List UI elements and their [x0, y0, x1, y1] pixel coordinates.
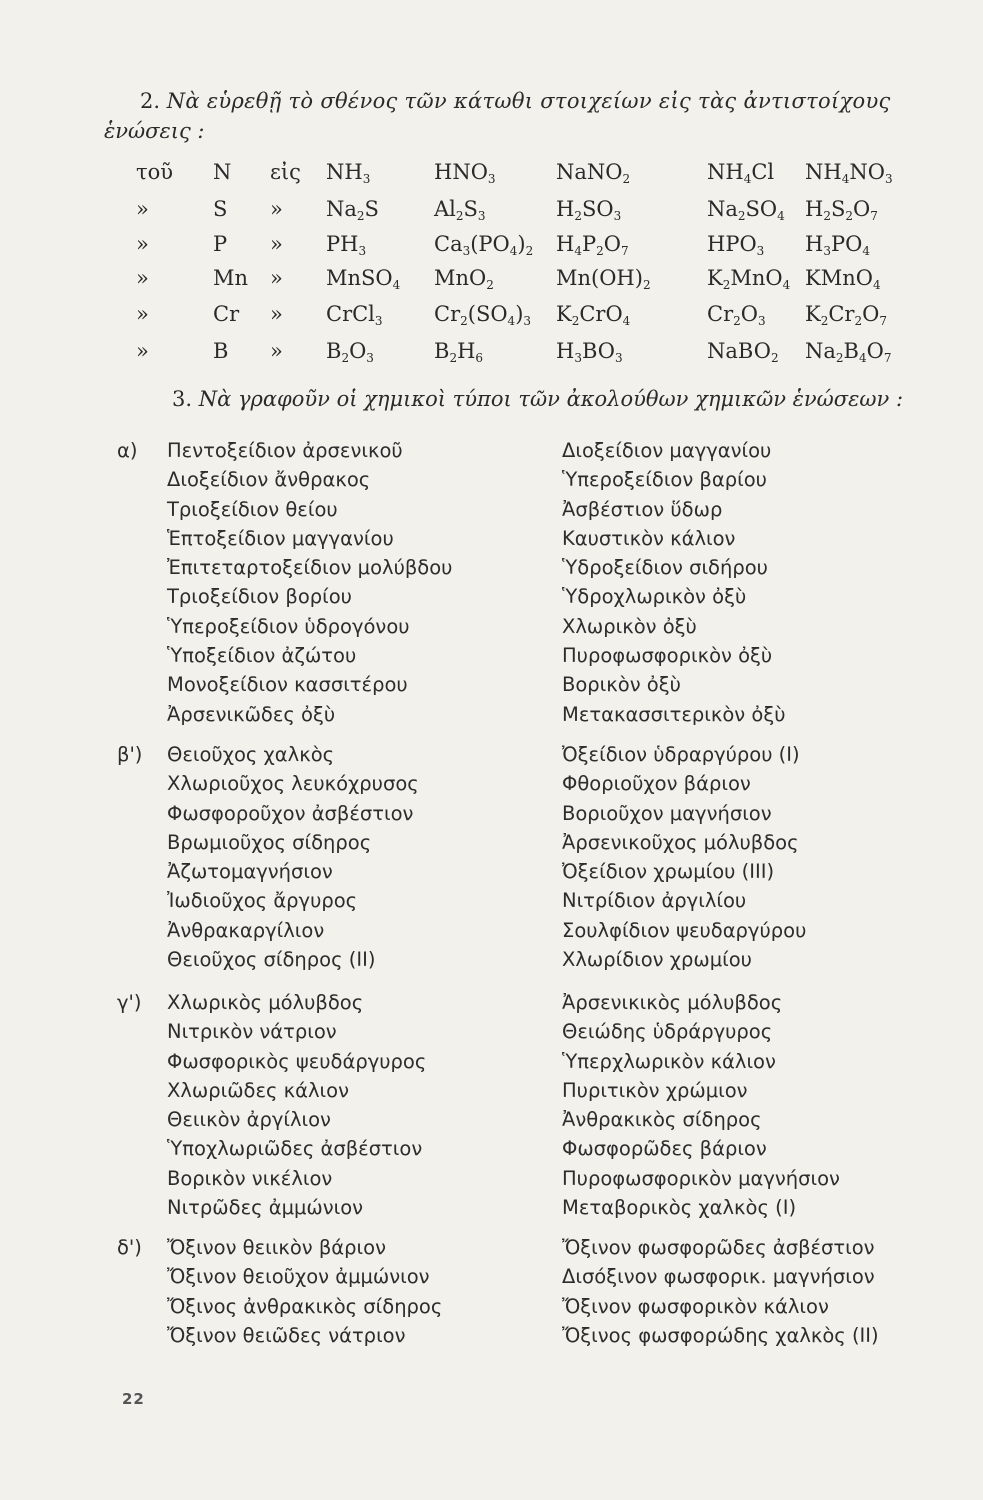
- compound-name: Χλωριῶδες κάλιον: [167, 1078, 349, 1102]
- formula-cell-c4: NaBO$_2$: [707, 339, 779, 365]
- formula-cell-c2: $Al_2S_3$: [434, 197, 486, 223]
- compound-name: Θειικὸν ἀργίλιον: [167, 1108, 331, 1132]
- compound-name: Ὀξείδιον ὑδραργύρου (Ι): [562, 743, 800, 766]
- compound-name: Ἀσβέστιον ὕδωρ: [562, 497, 723, 521]
- group-label: β'): [117, 743, 143, 766]
- formula-cell-c1: CrCl$_3$: [326, 302, 383, 328]
- formula-cell-c3: $K_2CrO_4$: [556, 302, 631, 328]
- formula-cell-c1: $PH_3$: [326, 232, 367, 258]
- compound-name: Βρωμιοῦχος σίδηρος: [167, 830, 372, 854]
- formula-row: [0, 302, 983, 336]
- formula-cell-c3: $Mn(OH)_2$: [556, 266, 651, 292]
- formula-cell-c5: $H_3PO_4$: [805, 232, 870, 258]
- formula-cell-element: S: [213, 197, 228, 221]
- compound-list-right: [562, 988, 840, 1222]
- compound-name: Ἀρσενικῶδες ὀξὺ: [167, 702, 336, 726]
- compound-name: Ὄξινον θειῶδες νάτριον: [167, 1323, 406, 1347]
- formula-cell-eis: »: [270, 232, 283, 256]
- compound-name: Ὑποχλωριῶδες ἀσβέστιον: [167, 1137, 423, 1161]
- formula-cell-c2: $B_2H_6$: [434, 339, 484, 365]
- formula-cell-c3: $H_2SO_3$: [556, 197, 622, 223]
- formula-cell-c2: $Cr_2(SO_4)_3$: [434, 302, 532, 328]
- formula-cell-c4: $Na_2SO_4$: [707, 197, 785, 223]
- compound-name: Σουλφίδιον ψευδαργύρου: [562, 918, 807, 942]
- formula-cell-c5: $NH_4NO_3$: [805, 160, 893, 186]
- compound-name: Βορικὸν ὀξὺ: [562, 673, 681, 697]
- compound-name: Ὑποξείδιον ἀζώτου: [167, 644, 357, 668]
- section-3-number: 3.: [172, 387, 193, 411]
- compound-name: Ἰωδιοῦχος ἄργυρος: [167, 889, 358, 913]
- compound-name: Ὄξινον θειικὸν βάριον: [167, 1236, 386, 1259]
- compound-name: Θειοῦχος χαλκὸς: [167, 743, 335, 766]
- formula-cell-c4: $K_2MnO_4$: [707, 266, 791, 292]
- compound-name: Νιτρικὸν νάτριον: [167, 1020, 337, 1044]
- compound-name: Ἀζωτομαγνήσιον: [167, 860, 333, 884]
- formula-cell-c5: $H_2S_2O_7$: [805, 197, 878, 223]
- formula-cell-c4: $NH_4Cl$: [707, 160, 775, 186]
- compound-name: Ὑπεροξείδιον βαρίου: [562, 468, 767, 492]
- formula-cell-c5: $Na_2B_4O_7$: [805, 339, 892, 365]
- formula-cell-c4: $Cr_2O_3$: [707, 302, 766, 328]
- formula-cell-element: P: [213, 232, 228, 256]
- formula-cell-c3: $H_3BO_3$: [556, 339, 623, 365]
- compound-name: Πυριτικὸν χρώμιον: [562, 1078, 748, 1102]
- compound-name: Ὄξινον φωσφορικὸν κάλιον: [562, 1294, 829, 1318]
- group-label: γ'): [117, 991, 142, 1014]
- section-2-heading: [140, 86, 940, 116]
- compound-name: Ἐπιτεταρτοξείδιον μολύβδου: [167, 556, 453, 580]
- compound-name: Τριοξείδιον θείου: [167, 497, 338, 521]
- formula-cell-c5: $K_2Cr_2O_7$: [805, 302, 887, 328]
- formula-cell-c1: $NH_3$: [326, 160, 371, 186]
- compound-name: Ἀνθρακαργίλιον: [167, 918, 325, 942]
- compound-list-left: [167, 988, 426, 1222]
- compound-name: Βορικὸν νικέλιον: [167, 1166, 333, 1190]
- compound-name: Ὄξινον φωσφορῶδες ἀσβέστιον: [562, 1236, 875, 1259]
- compound-list-right: [562, 1233, 879, 1350]
- section-3-heading: [172, 387, 903, 411]
- formula-cell-eis: »: [270, 197, 283, 221]
- compound-name: Βοριοῦχον μαγνήσιον: [562, 801, 772, 825]
- compound-name: Δισόξινον φωσφορικ. μαγνήσιον: [562, 1265, 875, 1289]
- formula-cell-element: B: [213, 339, 229, 363]
- formula-cell-prefix: »: [136, 197, 149, 221]
- formula-cell-eis: εἰς: [270, 160, 301, 184]
- compound-name: Χλωριοῦχος λευκόχρυσος: [167, 772, 419, 796]
- compound-name: Θειοῦχος σίδηρος (ΙΙ): [167, 948, 376, 972]
- formula-cell-c1: $Na_2S$: [326, 197, 379, 223]
- compound-list-left: [167, 1233, 442, 1350]
- compound-list-right: [562, 436, 785, 729]
- compound-name: Ὑδροχλωρικὸν ὀξὺ: [562, 585, 747, 609]
- compound-name: Διοξείδιον ἄνθρακος: [167, 468, 371, 492]
- formula-row: [0, 160, 983, 194]
- compound-name: Μετακασσιτερικὸν ὀξὺ: [562, 702, 786, 726]
- compound-name: Φωσφορικὸς ψευδάργυρος: [167, 1049, 427, 1073]
- compound-name: Θειώδης ὑδράργυρος: [562, 1020, 773, 1044]
- formula-cell-eis: »: [270, 302, 283, 326]
- formula-row: [0, 232, 983, 266]
- compound-name: Ὑδροξείδιον σιδήρου: [562, 556, 768, 580]
- compound-list-right: [562, 740, 806, 974]
- formula-cell-c1: MnSO$_4$: [326, 266, 401, 292]
- formula-cell-eis: »: [270, 339, 283, 363]
- compound-name: Ἀνθρακικὸς σίδηρος: [562, 1108, 762, 1132]
- formula-cell-prefix: »: [136, 339, 149, 363]
- compound-name: Ἀρσενικοῦχος μόλυβδος: [562, 830, 799, 854]
- formula-cell-c2: $Ca_3(PO_4)_2$: [434, 232, 534, 258]
- formula-cell-c5: KMnO$_4$: [805, 266, 881, 292]
- compound-name: Χλωρικὸς μόλυβδος: [167, 991, 364, 1014]
- formula-cell-c4: $HPO_3$: [707, 232, 765, 258]
- formula-cell-element: N: [213, 160, 232, 184]
- compound-name: Ὄξινος φωσφορώδης χαλκὸς (ΙΙ): [562, 1323, 879, 1347]
- formula-cell-prefix: »: [136, 302, 149, 326]
- formula-cell-prefix: »: [136, 232, 149, 256]
- formula-cell-element: Cr: [213, 302, 240, 326]
- formula-cell-c2: MnO$_2$: [434, 266, 494, 292]
- section-2-number: 2.: [140, 89, 161, 113]
- compound-name: Πεντοξείδιον ἀρσενικοῦ: [167, 439, 403, 462]
- compound-name: Χλωρικὸν ὀξὺ: [562, 614, 697, 638]
- compound-name: Φωσφοροῦχον ἀσβέστιον: [167, 801, 414, 825]
- compound-name: Ὀξείδιον χρωμίου (ΙΙΙ): [562, 860, 775, 884]
- compound-name: Χλωρίδιον χρωμίου: [562, 948, 752, 972]
- compound-name: Ὄξινος ἀνθρακικὸς σίδηρος: [167, 1294, 443, 1318]
- compound-name: Νιτρίδιον ἀργιλίου: [562, 889, 747, 913]
- compound-name: Ἀρσενικικὸς μόλυβδος: [562, 991, 783, 1014]
- formula-cell-eis: »: [270, 266, 283, 290]
- formula-cell-c3: $H_4P_2O_7$: [556, 232, 629, 258]
- compound-name: Ἑπτοξείδιον μαγγανίου: [167, 526, 394, 550]
- compound-name: Νιτρῶδες ἀμμώνιον: [167, 1196, 364, 1220]
- compound-list-left: [167, 740, 419, 974]
- formula-row: [0, 266, 983, 300]
- formula-cell-prefix: »: [136, 266, 149, 290]
- formula-cell-c3: NaNO$_2$: [556, 160, 631, 186]
- formula-cell-prefix: τοῦ: [136, 160, 174, 184]
- compound-name: Μονοξείδιον κασσιτέρου: [167, 673, 408, 697]
- formula-cell-c1: $B_2O_3$: [326, 339, 374, 365]
- formula-row: [0, 339, 983, 373]
- group-label: α): [117, 439, 138, 462]
- compound-name: Ὑπεροξείδιον ὑδρογόνου: [167, 614, 410, 638]
- compound-list-left: [167, 436, 452, 729]
- compound-name: Πυροφωσφορικὸν ὀξὺ: [562, 644, 773, 668]
- formula-cell-c2: $HNO_3$: [434, 160, 496, 186]
- compound-name: Ὄξινον θειοῦχον ἀμμώνιον: [167, 1265, 430, 1289]
- formula-cell-element: Mn: [213, 266, 249, 290]
- compound-name: Φωσφορῶδες βάριον: [562, 1137, 767, 1161]
- compound-name: Καυστικὸν κάλιον: [562, 526, 736, 550]
- page-number: 22: [122, 1390, 145, 1408]
- section-2-title-continued: ἑνώσεις :: [104, 119, 205, 143]
- compound-name: Φθοριοῦχον βάριον: [562, 772, 751, 796]
- compound-name: Τριοξείδιον βορίου: [167, 585, 352, 609]
- formula-row: [0, 197, 983, 231]
- compound-name: Ὑπερχλωρικὸν κάλιον: [562, 1049, 776, 1073]
- compound-name: Μεταβορικὸς χαλκὸς (Ι): [562, 1196, 797, 1220]
- group-label: δ'): [117, 1236, 142, 1259]
- compound-name: Διοξείδιον μαγγανίου: [562, 439, 772, 462]
- section-2-title: Νὰ εὑρεθῇ τὸ σθένος τῶν κάτωθι στοιχείων εἰς τὰς ἀντιστοίχους: [166, 89, 891, 113]
- section-3-title: Νὰ γραφοῦν οἱ χημικοὶ τύποι τῶν ἀκολούθων χημικῶν ἑνώσεων :: [198, 387, 904, 411]
- compound-name: Πυροφωσφορικὸν μαγνήσιον: [562, 1166, 840, 1190]
